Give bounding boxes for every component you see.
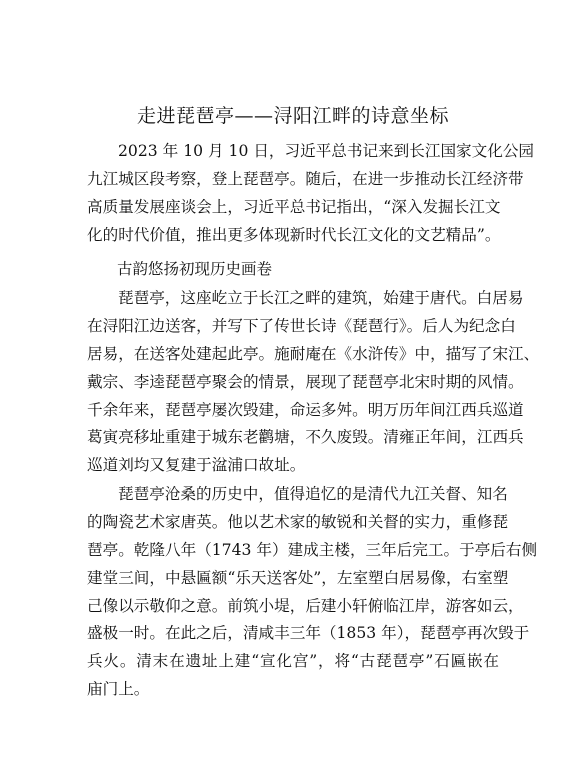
paragraph-line: 己像以示敬仰之意。前筑小堤，后建小轩俯临江岸，游客如云， [87, 596, 524, 615]
paragraph-line: 的陶瓷艺术家唐英。他以艺术家的敏锐和关督的实力，重修琵 [87, 512, 509, 531]
paragraph-line: 在浔阳江边送客，并写下了传世长诗《琵琶行》。后人为纪念白 [87, 316, 516, 335]
paragraph-line: 琵琶亭，这座屹立于长江之畔的建筑，始建于唐代。白居易 [118, 289, 524, 307]
intro-paragraph [87, 138, 535, 250]
paragraph-line: 琶亭。乾隆八年（1743 年）建成主楼，三年后完工。于亭后右侧 [87, 540, 538, 559]
intro-line: 高质量发展座谈会上，习近平总书记指出，“深入发掘长江文 [87, 197, 501, 216]
paragraph-line: 庙门上。 [87, 680, 150, 699]
body-paragraph-1 [87, 285, 540, 480]
article-title: 走进琵琶亭——浔阳江畔的诗意坐标 [136, 105, 449, 127]
intro-line: 2023 年 10 月 10 日，习近平总书记来到长江国家文化公园 [118, 142, 535, 160]
paragraph-line: 千余年来，琵琶亭屡次毁建，命运多舛。明万历年间江西兵巡道 [87, 400, 524, 419]
paragraph-line: 盛极一时。在此之后，清咸丰三年（1853 年），琵琶亭再次毁于 [87, 624, 530, 643]
paragraph-line: 兵火。清末在遗址上建“宣化宫”，将“古琵琶亭”石匾嵌在 [87, 652, 499, 671]
body-paragraph-2 [87, 481, 538, 704]
paragraph-line: 戴宗、李逵琵琶亭聚会的情景，展现了琵琶亭北宋时期的风情。 [87, 372, 524, 391]
paragraph-line: 居易，在送客处建起此亭。施耐庵在《水浒传》中，描写了宋江、 [87, 344, 540, 363]
paragraph-line: 琵琶亭沧桑的历史中，值得追忆的是清代九江关督、知名 [118, 485, 508, 503]
paragraph-line: 建堂三间，中悬匾额“乐天送客处”，左室塑白居易像，右室塑 [87, 568, 509, 587]
paragraph-line: 葛寅亮移址重建于城东老鹳塘，不久废毁。清雍正年间，江西兵 [87, 428, 524, 447]
intro-line: 九江城区段考察，登上琵琶亭。随后，在进一步推动长江经济带 [87, 169, 524, 188]
section-heading: 古韵悠扬初现历史画卷 [117, 260, 273, 278]
intro-line: 化的时代价值，推出更多体现新时代长江文化的文艺精品”。 [87, 225, 501, 244]
paragraph-line: 巡道刘均又复建于湓浦口故址。 [87, 456, 306, 475]
